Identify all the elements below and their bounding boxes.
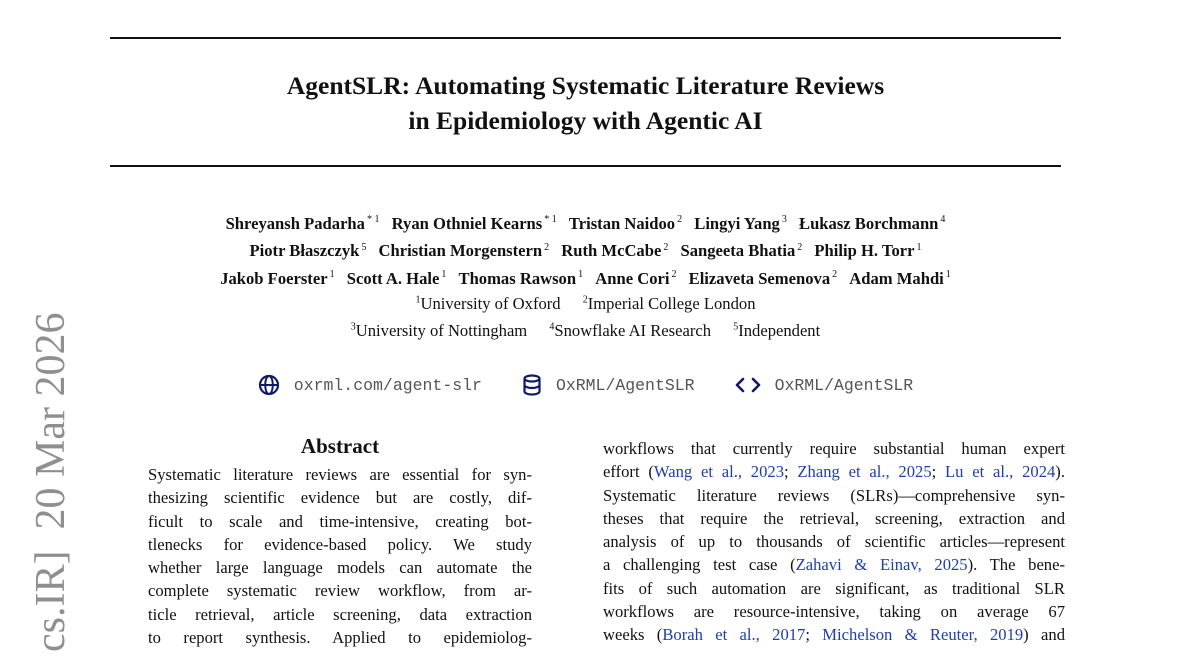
citation-link[interactable]: Borah et al., 2017 [662,625,806,645]
introduction-text [603,437,1065,647]
title-line-1: AgentSLR: Automating Systematic Literature Reviews [286,71,885,100]
author: Sangeeta Bhatia $^2$ [680,241,803,261]
abstract-line: ticle retrieval, article screening, data extraction [148,604,532,624]
intro-line: workflows that currently require substantial human expert [603,439,1065,458]
abstract-heading: Abstract [300,434,380,458]
link-text: OxRML/AgentSLR [555,375,695,395]
author: Lingyi Yang $^3$ [694,213,787,233]
code-icon [735,375,761,395]
author: Philip H. Torr $^1$ [814,241,922,261]
dataset-link[interactable] [522,374,695,396]
intro-line: effort (Wang et al., 2023; Zhang et al., 2025; Lu et al., 2024). [603,462,1065,482]
intro-line: a challenging test case (Zahavi & Einav, 2025). The bene- [603,555,1065,575]
intro-line: weeks (Borah et al., 2017; Michelson & Reuter, 2019) and [603,625,1065,645]
abstract-line: whether large language models can automate the [148,558,532,578]
arxiv-stamp [20,312,76,652]
project-page-link[interactable] [258,374,482,396]
author: Anne Cori $^2$ [595,268,677,288]
author-line [110,208,1061,236]
intro-body [603,437,1065,647]
author: Elizaveta Semenova $^2$ [688,268,838,288]
author: Tristan Naidoo $^2$ [568,213,683,233]
abstract-line: to report synthesis. Applied to epidemiolog- [148,628,532,648]
arxiv-stamp-text: cs.IR] 20 Mar 2026 [28,312,74,652]
author-line [110,236,1061,264]
author: Jakob Foerster $^1$ [220,268,335,288]
intro-line: Systematic literature reviews (SLRs)—comprehensive syn- [603,485,1065,505]
author: Scott A. Hale $^1$ [346,268,447,288]
author: Ruth McCabe $^2$ [561,241,669,261]
title-rule-bottom [110,165,1061,167]
citation-link[interactable]: Wang et al., 2023 [653,462,784,482]
affiliation: $^3$University of Nottingham [350,321,528,341]
affiliation-line [110,288,1061,316]
abstract-line: tlenecks for evidence-based policy. We study [148,534,532,554]
intro-line: theses that require the retrieval, screening, extraction and [603,508,1065,528]
abstract-body [148,463,532,649]
affiliation-list [110,288,1061,343]
paper-title [110,68,1061,138]
author-line [110,263,1061,291]
citation-link[interactable]: Michelson & Reuter, 2019 [822,625,1024,645]
abstract-line: ficult to scale and time-intensive, creating bot- [148,511,532,531]
abstract-section [148,432,532,649]
globe-icon [258,374,280,396]
citation-link[interactable]: Zahavi & Einav, 2025 [795,555,968,575]
database-icon [522,374,542,396]
author-list [110,208,1061,291]
citation-link[interactable]: Lu et al., 2024 [945,462,1056,482]
abstract-line: Systematic literature reviews are essential for syn- [148,465,532,484]
abstract-line: thesizing scientific evidence but are costly, dif- [148,488,532,508]
intro-line: workflows are resource-intensive, taking on average 67 [603,602,1065,622]
author: Adam Mahdi $^1$ [849,268,951,288]
author: Piotr Błaszczyk $^5$ [249,241,367,261]
title-line-2: in Epidemiology with Agentic AI [408,106,763,135]
link-text: oxrml.com/agent-slr [293,375,482,395]
intro-line: fits of such automation are significant, as traditional SLR [603,578,1065,598]
resource-links [110,374,1061,396]
affiliation: $^4$Snowflake AI Research [549,321,712,341]
code-link[interactable] [735,374,914,396]
affiliation-line [110,316,1061,344]
affiliation: $^1$University of Oxford [415,293,561,313]
author: Ryan Othniel Kearns $^{* 1}$ [391,213,557,233]
abstract-line: complete systematic review workflow, from ar- [148,581,532,601]
author: Christian Morgenstern $^2$ [378,241,550,261]
affiliation: $^5$Independent [733,321,821,341]
affiliation: $^2$Imperial College London [582,293,756,313]
citation-link[interactable]: Zhang et al., 2025 [797,462,932,482]
author: Łukasz Borchmann $^4$ [799,213,946,233]
link-text: OxRML/AgentSLR [774,375,914,395]
author: Shreyansh Padarha $^{* 1}$ [225,213,380,233]
title-rule-top [110,37,1061,39]
author: Thomas Rawson $^1$ [458,268,584,288]
intro-line: analysis of up to thousands of scientific articles—represent [603,532,1065,552]
